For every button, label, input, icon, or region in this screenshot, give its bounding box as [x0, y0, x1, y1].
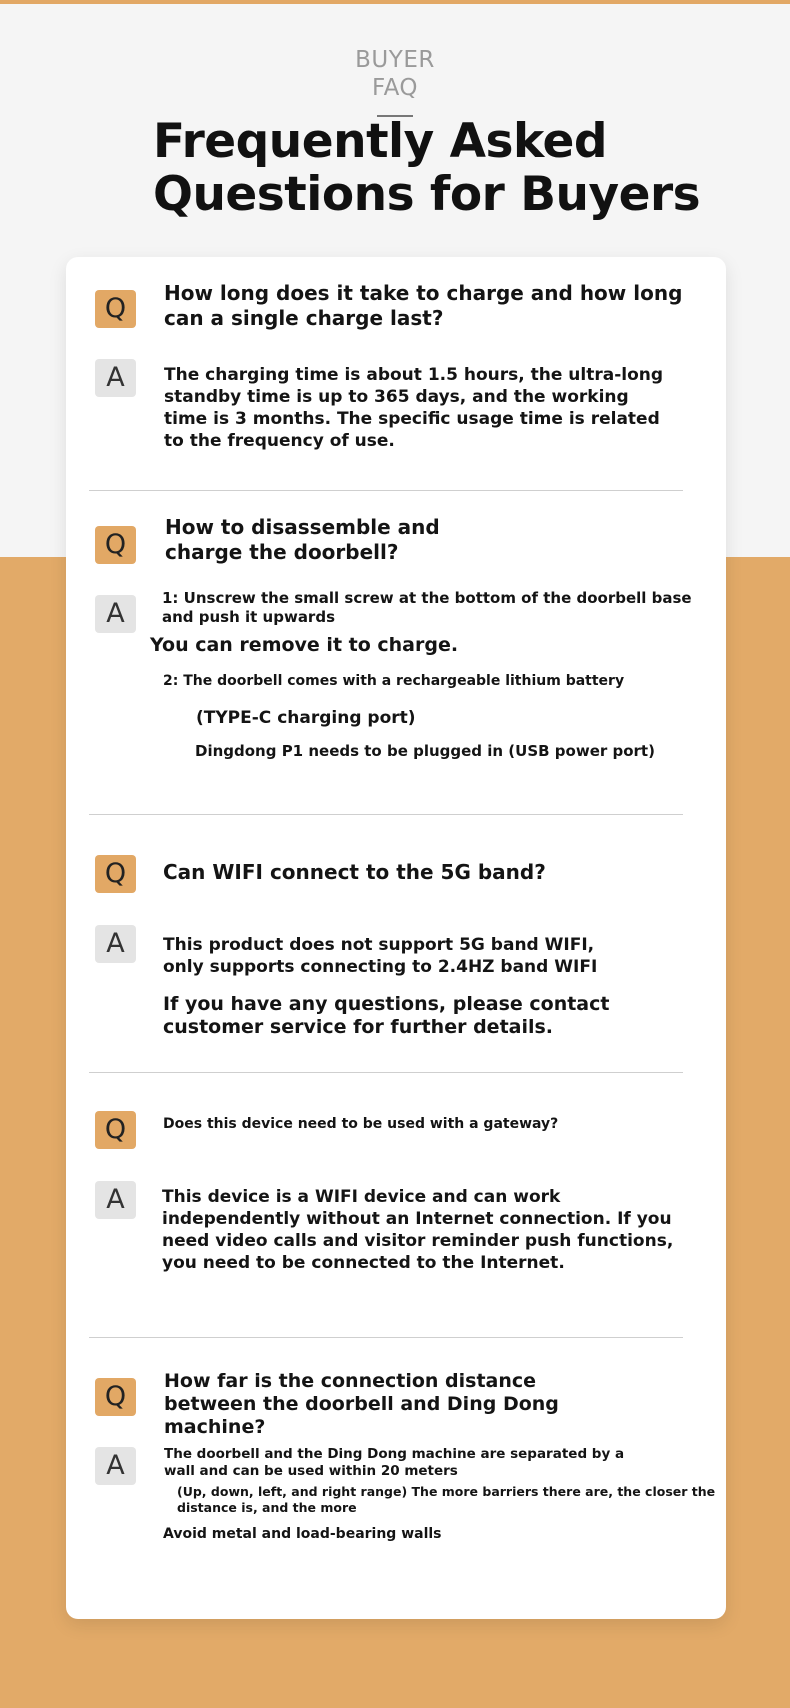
answer-2-line-4: (TYPE-C charging port): [196, 708, 416, 728]
answer-5-line-2: (Up, down, left, and right range) The more barriers there are, the closer the distance is, and the more: [177, 1484, 716, 1515]
question-badge: Q: [95, 1378, 136, 1416]
question-badge: Q: [95, 1111, 136, 1149]
answer-badge: A: [95, 1447, 136, 1485]
answer-badge: A: [95, 925, 136, 963]
question-4: Does this device need to be used with a gateway?: [163, 1116, 559, 1132]
answer-3-line-2: If you have any questions, please contact customer service for further details.: [163, 993, 610, 1038]
question-badge: Q: [95, 290, 136, 328]
faq-divider: [89, 490, 683, 491]
answer-4: This device is a WIFI device and can work independently without an Internet connection. If you need video calls and visitor reminder push functions, you need to be connected to the Internet.: [162, 1187, 674, 1273]
answer-badge: A: [95, 595, 136, 633]
answer-2-line-1: 1: Unscrew the small screw at the bottom of the doorbell base and push it upwards: [162, 589, 692, 626]
answer-1: The charging time is about 1.5 hours, the ultra-long standby time is up to 365 days, and the working time is 3 months. The specific usage time is related to the frequency of use.: [164, 365, 664, 451]
faq-divider: [89, 1072, 683, 1073]
answer-2-line-2: You can remove it to charge.: [150, 634, 459, 656]
answer-2-line-5: Dingdong P1 needs to be plugged in (USB power port): [195, 742, 655, 760]
question-1: How long does it take to charge and how long can a single charge last?: [164, 281, 683, 330]
answer-badge: A: [95, 359, 136, 397]
answer-3-line-1: This product does not support 5G band WIFI, only supports connecting to 2.4HZ band WIFI: [163, 935, 598, 977]
page-title: Frequently Asked Questions for Buyers: [153, 114, 701, 222]
question-5: How far is the connection distance between the doorbell and Ding Dong machine?: [164, 1370, 559, 1438]
faq-divider: [89, 814, 683, 815]
question-2: How to disassemble and charge the doorbell?: [165, 515, 440, 564]
answer-2-line-3: 2: The doorbell comes with a rechargeable lithium battery: [163, 673, 625, 689]
answer-5-line-3: Avoid metal and load-bearing walls: [163, 1526, 442, 1542]
section-kicker: BUYER FAQ: [355, 47, 435, 101]
faq-card: [66, 257, 726, 1619]
answer-5-line-1: The doorbell and the Ding Dong machine are separated by a wall and can be used within 20 meters: [164, 1446, 625, 1479]
question-badge: Q: [95, 855, 136, 893]
question-badge: Q: [95, 526, 136, 564]
question-3: Can WIFI connect to the 5G band?: [163, 860, 546, 884]
faq-header: [0, 0, 790, 240]
faq-divider: [89, 1337, 683, 1338]
answer-badge: A: [95, 1181, 136, 1219]
